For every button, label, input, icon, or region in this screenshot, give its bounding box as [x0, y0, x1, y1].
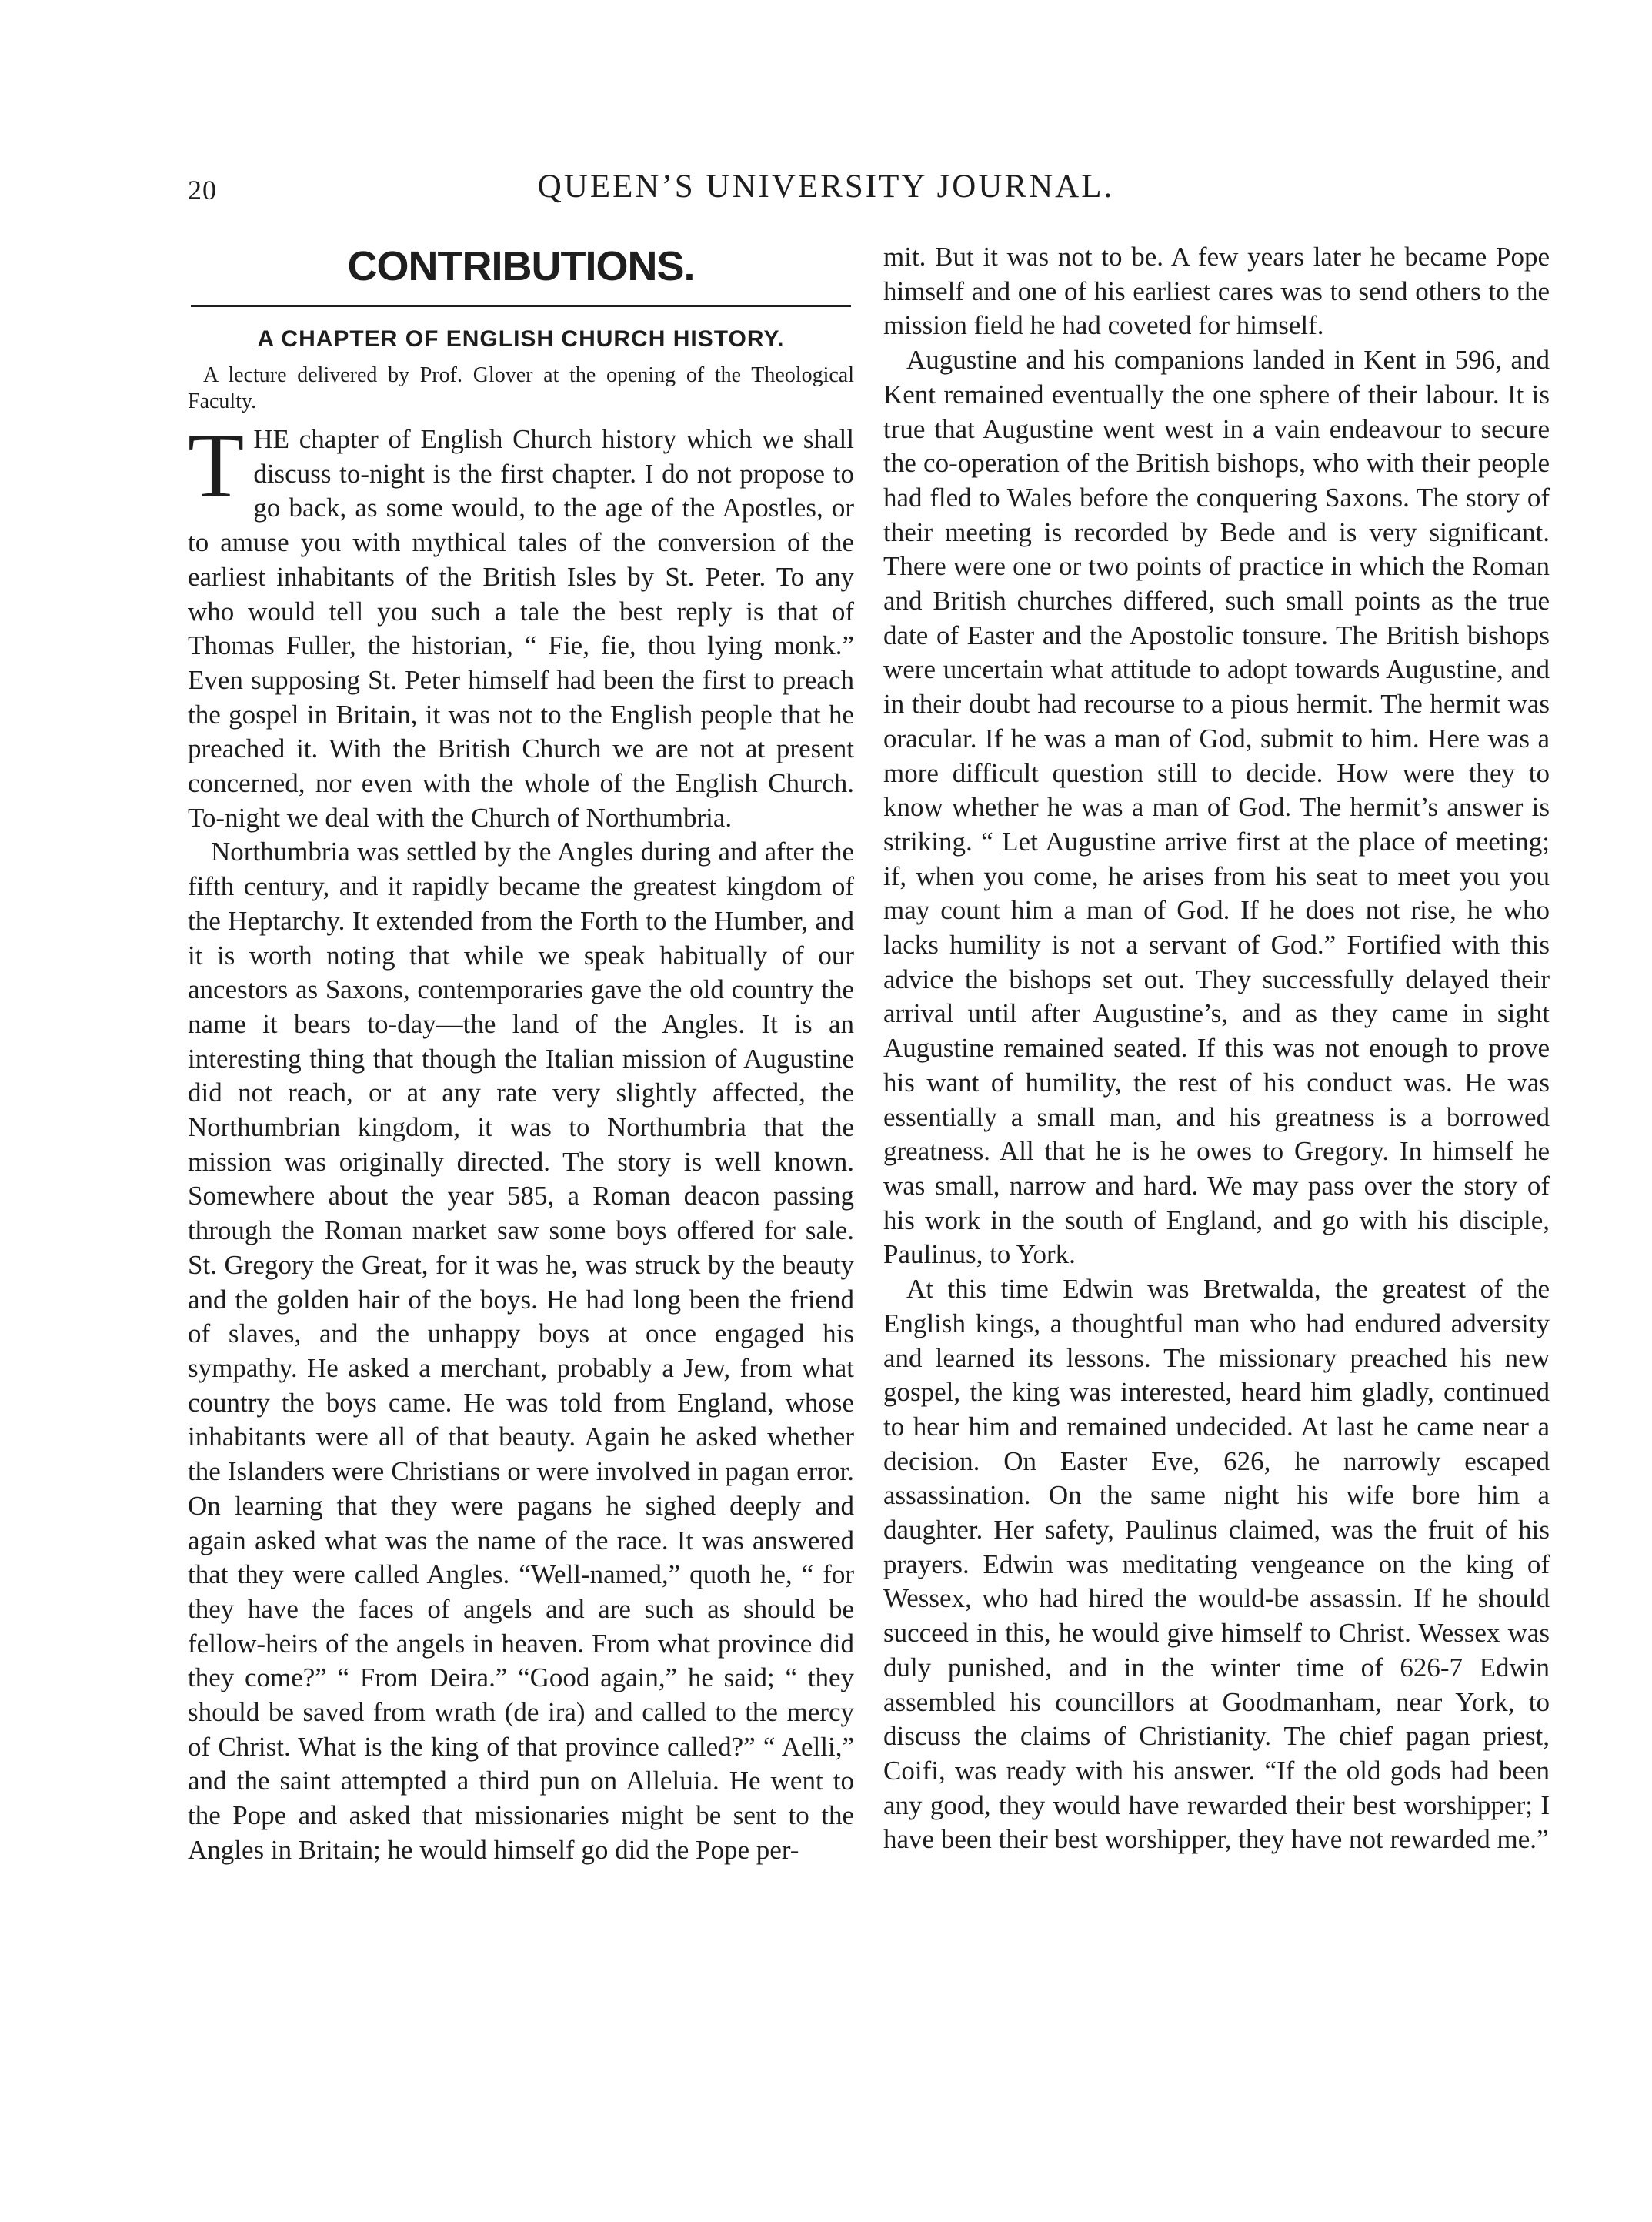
- paragraph: Northumbria was settled by the Angles during and after the fifth century, and it rapidly became the greatest kingdom of the Heptarchy. It extended from the Forth to the Humber, and it is worth noting that while we speak habitually of our ancestors as Saxons, contemporaries gave the old country the name it bears to-day—the land of the Angles. It is an interesting thing that though the Italian mission of Augustine did not reach, or at any rate very slightly affected, the Northumbrian kingdom, it was to Northumbria that the mission was originally directed. The story is well known. Somewhere about the year 585, a Roman deacon passing through the Roman market saw some boys offered for sale. St. Gregory the Great, for it was he, was struck by the beauty and the golden hair of the boys. He had long been the friend of slaves, and the unhappy boys at once engaged his sympathy. He asked a merchant, probably a Jew, from what country the boys came. He was told from England, whose inhabitants were all of that beauty. Again he asked whether the Islanders were Christians or were involved in pagan error. On learning that they were pagans he sighed deeply and again asked what was the name of the race. It was answered that they were called Angles. “Well-named,” quoth he, “ for they have the faces of angels and are such as should be fellow-heirs of the angels in heaven. From what province did they come?” “ From Deira.” “Good again,” he said; “ they should be saved from wrath (de ira) and called to the mercy of Christ. What is the king of that province called?” “ Aelli,” and the saint attempted a third pun on Alleluia. He went to the Pope and asked that missionaries might be sent to the Angles in Britain; he would himself go did the Pope per-: [188, 837, 854, 1865]
- article-title: A CHAPTER OF ENGLISH CHURCH HISTORY.: [257, 326, 785, 352]
- left-column: [188, 240, 854, 1868]
- paragraph-text: HE chapter of English Church history which we shall discuss to-night is the first chapter. I do not propose to go back, as some would, to the age of the Apostles, or to amuse you with mythical tales of the conversion of the earliest inhabitants of the British Isles by St. Peter. To any who would tell you such a tale the best reply is that of Thomas Fuller, the historian, “ Fie, fie, thou lying monk.” Even supposing St. Peter himself had been the first to preach the gospel in Britain, it was not to the English people that he preached it. With the British Church we are not at present concerned, nor even with the whole of the English Church. To-night we deal with the Church of Northumbria.: [188, 424, 854, 833]
- paragraph: At this time Edwin was Bretwalda, the greatest of the English kings, a thoughtful man who had endured adversity and learned its lessons. The missionary preached his new gospel, the king was interested, heard him gladly, continued to hear him and remained undecided. At last he came near a decision. On Easter Eve, 626, he narrowly escaped assassination. On the same night his wife bore him a daughter. Her safety, Paulinus claimed, was the fruit of his prayers. Edwin was meditating vengeance on the king of Wessex, who had hired the would-be assassin. If he should succeed in this, he would give himself to Christ. Wessex was duly punished, and in the winter time of 626-7 Edwin assembled his councillors at Goodmanham, near York, to discuss the claims of Christianity. The chief pagan priest, Coifi, was ready with his answer. “If the old gods had been any good, they would have rewarded their best worshipper; I have been their best worshipper, they have not rewarded me.”: [883, 1274, 1550, 1855]
- paragraph: [188, 414, 854, 835]
- article-byline: A lecture delivered by Prof. Glover at the opening of the Theological Faculty.: [188, 363, 854, 413]
- paragraph: Augustine and his companions landed in Kent in 596, and Kent remained eventually the one sphere of their labour. It is true that Augustine went west in a vain endeavour to secure the co-operation of the British bishops, who with their people had fled to Wales before the conquering Saxons. The story of their meeting is recorded by Bede and is very significant. There were one or two points of practice in which the Roman and British churches differed, such small points as the true date of Easter and the Apostolic tonsure. The British bishops were uncertain what attitude to adopt towards Augustine, and in their doubt had recourse to a pious hermit. The hermit was oracular. If he was a man of God, submit to him. Here was a more difficult question still to decide. How were they to know whether he was a man of God. The hermit’s answer is striking. “ Let Augustine arrive first at the place of meeting; if, when you come, he arises from his seat to meet you you may count him a man of God. If he does not rise, he who lacks humility is not a servant of God.” Fortified with this advice the bishops set out. They successfully delayed their arrival until after Augustine’s, and as they came in sight Augustine remained seated. If this was not enough to prove his want of humility, the rest of his conduct was. He was essentially a small man, and his greatness is a borrowed greatness. All that he is he owes to Gregory. In himself he was small, narrow and hard. We may pass over the story of his work in the south of England, and go with his disciple, Paulinus, to York.: [883, 345, 1550, 1270]
- page-number: 20: [188, 175, 217, 205]
- right-column: [883, 240, 1550, 1857]
- section-rule: [191, 305, 851, 307]
- running-head: QUEEN’S UNIVERSITY JOURNAL.: [537, 169, 1115, 205]
- section-title: CONTRIBUTIONS.: [347, 243, 695, 289]
- paragraph: mit. But it was not to be. A few years later he became Pope himself and one of his earliest cares was to send others to the mission field he had coveted for himself.: [883, 242, 1550, 341]
- drop-cap: T: [188, 414, 245, 516]
